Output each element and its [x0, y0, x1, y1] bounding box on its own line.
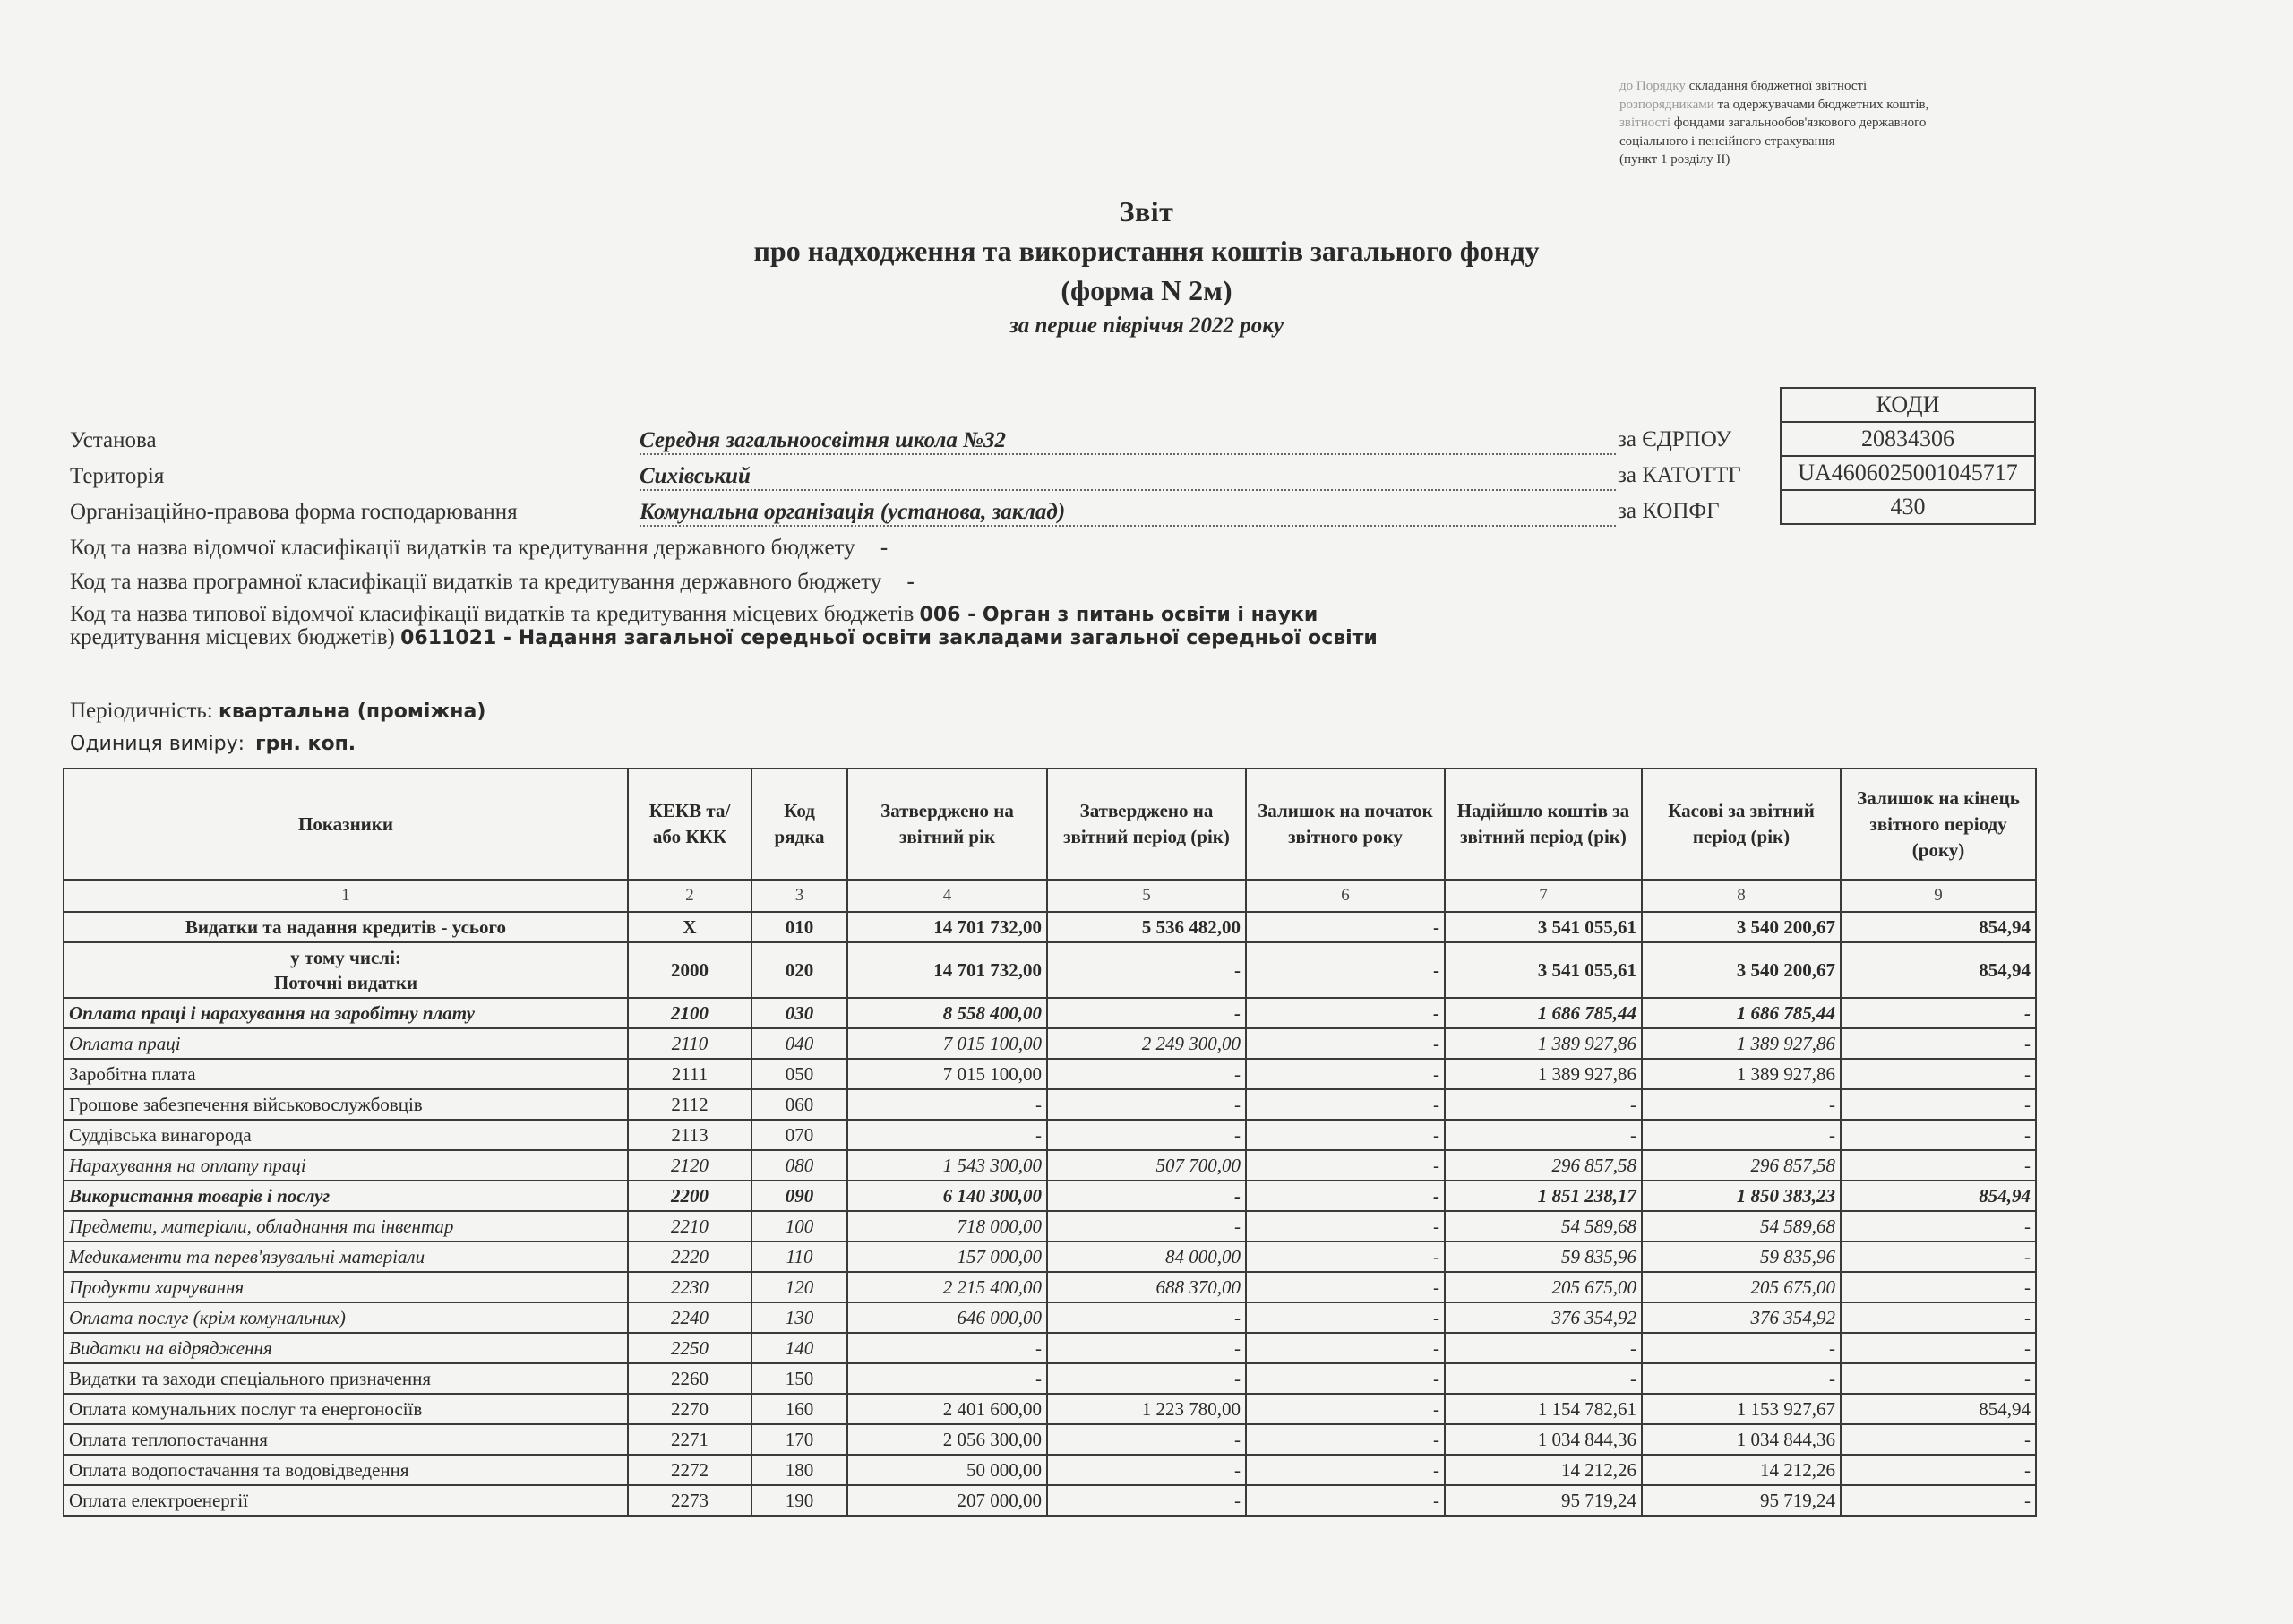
row-kekv: 2271: [628, 1424, 751, 1455]
row-balance-end: 854,94: [1841, 942, 2036, 998]
territory-label: Територія: [70, 464, 165, 488]
col-header-received: Надійшло коштів за звітний період (рік): [1445, 769, 1642, 880]
row-balance-end: -: [1841, 1089, 2036, 1120]
row-received: 1 389 927,86: [1445, 1028, 1642, 1059]
prog-class-text: Код та назва програмної класифікації видатків та кредитування державного бюджету: [70, 570, 882, 594]
row-approved-period: -: [1047, 1333, 1246, 1363]
row-received: 1 154 782,61: [1445, 1394, 1642, 1424]
table-row: [64, 1333, 2036, 1363]
col-header-cash: Касові за звітний період (рік): [1642, 769, 1841, 880]
row-indicator-name: [64, 942, 628, 998]
edrpou-code: 20834306: [1781, 422, 2035, 456]
column-number: 4: [847, 880, 1047, 912]
row-received: 14 212,26: [1445, 1455, 1642, 1485]
row-balance-end: -: [1841, 1059, 2036, 1089]
row-balance-start: -: [1246, 1394, 1445, 1424]
row-indicator-name: Використання товарів і послуг: [64, 1181, 628, 1211]
row-code: 140: [751, 1333, 847, 1363]
row-approved-period: -: [1047, 1059, 1246, 1089]
row-indicator-title: Поточні видатки: [273, 972, 418, 993]
table-row: [64, 1211, 2036, 1242]
row-code: 150: [751, 1363, 847, 1394]
row-kekv: 2260: [628, 1363, 751, 1394]
appendix-note-line: розпорядниками та одержувачами бюджетних коштів,: [1619, 97, 1929, 112]
typ-class-label: [70, 602, 1318, 627]
institution-value: Середня загальноосвітня школа №32: [640, 428, 1616, 455]
row-kekv: 2111: [628, 1059, 751, 1089]
report-subtitle: про надходження та використання коштів загального фонду: [753, 235, 1540, 267]
row-kekv: 2100: [628, 998, 751, 1028]
unit-value: грн. коп.: [255, 733, 356, 755]
dept-class-value: -: [880, 536, 889, 560]
row-balance-end: -: [1841, 1150, 2036, 1181]
row-balance-end: -: [1841, 1120, 2036, 1150]
row-approved-year: 2 215 400,00: [847, 1272, 1047, 1302]
row-kekv: X: [628, 912, 751, 942]
col-header-kekv: КЕКВ та/або ККК: [628, 769, 751, 880]
table-row: [64, 942, 2036, 998]
row-kekv: 2110: [628, 1028, 751, 1059]
row-approved-period: 1 223 780,00: [1047, 1394, 1246, 1424]
appendix-note-line: звітності фондами загальнообов'язкового державного: [1619, 116, 1927, 130]
row-approved-period: -: [1047, 1363, 1246, 1394]
row-cash: -: [1642, 1120, 1841, 1150]
row-balance-start: -: [1246, 1211, 1445, 1242]
col-header-approved-year: Затверджено на звітний рік: [847, 769, 1047, 880]
appendix-note-line: до Порядку складання бюджетної звітності: [1619, 79, 1868, 93]
row-approved-period: -: [1047, 942, 1246, 998]
row-approved-period: -: [1047, 1181, 1246, 1211]
row-balance-start: -: [1246, 1455, 1445, 1485]
table-row: [64, 912, 2036, 942]
row-balance-end: 854,94: [1841, 1181, 2036, 1211]
typ-class-value: 006 - Орган з питань освіти і науки: [919, 604, 1318, 626]
row-approved-year: -: [847, 1363, 1047, 1394]
table-row: [64, 1363, 2036, 1394]
dept-class-label: [70, 536, 888, 561]
column-number: 3: [751, 880, 847, 912]
row-indicator-name: Заробітна плата: [64, 1059, 628, 1089]
row-balance-end: 854,94: [1841, 912, 2036, 942]
row-indicator-name: Видатки та заходи спеціального призначення: [64, 1363, 628, 1394]
col-header-row-code: Код рядка: [751, 769, 847, 880]
row-approved-year: 14 701 732,00: [847, 912, 1047, 942]
row-code: 180: [751, 1455, 847, 1485]
row-code: 120: [751, 1272, 847, 1302]
row-cash: 3 540 200,67: [1642, 912, 1841, 942]
row-balance-start: -: [1246, 1242, 1445, 1272]
territory-value: Сихівський: [640, 464, 1616, 491]
periodicity-text: Періодичність:: [70, 699, 213, 723]
row-received: 54 589,68: [1445, 1211, 1642, 1242]
form-number: (форма N 2м): [1061, 274, 1232, 306]
column-number: 5: [1047, 880, 1246, 912]
row-indicator-name: Оплата водопостачання та водовідведення: [64, 1455, 628, 1485]
table-row: [64, 1150, 2036, 1181]
row-balance-end: -: [1841, 1363, 2036, 1394]
row-received: -: [1445, 1089, 1642, 1120]
table-row: [64, 1059, 2036, 1089]
row-approved-period: -: [1047, 1120, 1246, 1150]
codes-header: КОДИ: [1781, 388, 2035, 422]
report-table: [63, 768, 2037, 1517]
row-code: 190: [751, 1485, 847, 1516]
row-cash: 95 719,24: [1642, 1485, 1841, 1516]
row-approved-period: -: [1047, 1424, 1246, 1455]
column-number: 9: [1841, 880, 2036, 912]
row-balance-end: -: [1841, 1455, 2036, 1485]
table-row: [64, 1028, 2036, 1059]
row-cash: 1 389 927,86: [1642, 1028, 1841, 1059]
row-indicator-name: Оплата праці: [64, 1028, 628, 1059]
row-cash: -: [1642, 1363, 1841, 1394]
katottg-label: за КАТОТТГ: [1618, 463, 1741, 487]
row-code: 010: [751, 912, 847, 942]
row-balance-start: -: [1246, 1028, 1445, 1059]
row-approved-year: 2 056 300,00: [847, 1424, 1047, 1455]
row-indicator-name: Видатки та надання кредитів - усього: [64, 912, 628, 942]
row-balance-start: -: [1246, 1302, 1445, 1333]
row-indicator-name: Предмети, матеріали, обладнання та інвентар: [64, 1211, 628, 1242]
row-cash: 54 589,68: [1642, 1211, 1841, 1242]
row-received: 1 851 238,17: [1445, 1181, 1642, 1211]
row-kekv: 2200: [628, 1181, 751, 1211]
row-approved-year: -: [847, 1089, 1047, 1120]
row-code: 110: [751, 1242, 847, 1272]
table-row: [64, 1181, 2036, 1211]
row-indicator-name: Грошове забезпечення військовослужбовців: [64, 1089, 628, 1120]
codes-table: [1780, 387, 2036, 525]
row-approved-period: -: [1047, 1302, 1246, 1333]
row-balance-start: -: [1246, 912, 1445, 942]
org-form-value: Комунальна організація (установа, заклад): [640, 500, 1616, 527]
institution-label: Установа: [70, 428, 157, 452]
typ-class-text: Код та назва типової відомчої класифікації видатків та кредитування місцевих бюджетів: [70, 602, 915, 626]
table-row: [64, 1455, 2036, 1485]
row-kekv: 2273: [628, 1485, 751, 1516]
row-kekv: 2000: [628, 942, 751, 998]
row-cash: 3 540 200,67: [1642, 942, 1841, 998]
typ-prog-value: 0611021 - Надання загальної середньої освіти закладами загальної середньої освіти: [400, 627, 1378, 649]
row-balance-start: -: [1246, 998, 1445, 1028]
row-approved-period: 5 536 482,00: [1047, 912, 1246, 942]
row-cash: -: [1642, 1333, 1841, 1363]
appendix-note-line: соціального і пенсійного страхування: [1619, 133, 1835, 149]
row-code: 160: [751, 1394, 847, 1424]
column-number: 7: [1445, 880, 1642, 912]
row-received: 95 719,24: [1445, 1485, 1642, 1516]
row-cash: 1 686 785,44: [1642, 998, 1841, 1028]
report-period: за перше півріччя 2022 року: [1009, 314, 1284, 338]
row-code: 100: [751, 1211, 847, 1242]
row-balance-start: -: [1246, 1120, 1445, 1150]
row-approved-period: 2 249 300,00: [1047, 1028, 1246, 1059]
row-kekv: 2250: [628, 1333, 751, 1363]
row-approved-year: 646 000,00: [847, 1302, 1047, 1333]
table-row: [64, 1089, 2036, 1120]
column-number: 6: [1246, 880, 1445, 912]
row-cash: 296 857,58: [1642, 1150, 1841, 1181]
row-approved-year: 2 401 600,00: [847, 1394, 1047, 1424]
row-balance-start: -: [1246, 1059, 1445, 1089]
row-approved-period: 507 700,00: [1047, 1150, 1246, 1181]
row-received: -: [1445, 1333, 1642, 1363]
kopfg-label: за КОПФГ: [1618, 499, 1720, 523]
row-code: 130: [751, 1302, 847, 1333]
edrpou-label: за ЄДРПОУ: [1618, 427, 1732, 451]
row-approved-year: 8 558 400,00: [847, 998, 1047, 1028]
row-kekv: 2240: [628, 1302, 751, 1333]
row-approved-year: 6 140 300,00: [847, 1181, 1047, 1211]
row-code: 020: [751, 942, 847, 998]
row-balance-end: -: [1841, 1028, 2036, 1059]
periodicity-label: [70, 699, 485, 724]
row-balance-start: -: [1246, 942, 1445, 998]
row-balance-start: -: [1246, 1363, 1445, 1394]
column-number: 2: [628, 880, 751, 912]
row-received: -: [1445, 1363, 1642, 1394]
row-kekv: 2120: [628, 1150, 751, 1181]
row-code: 050: [751, 1059, 847, 1089]
row-balance-start: -: [1246, 1333, 1445, 1363]
row-balance-start: -: [1246, 1272, 1445, 1302]
row-code: 170: [751, 1424, 847, 1455]
row-cash: 205 675,00: [1642, 1272, 1841, 1302]
unit-text: Одиниця виміру:: [70, 733, 245, 755]
row-approved-period: -: [1047, 998, 1246, 1028]
prog-class-value: -: [906, 570, 915, 594]
col-header-balance-end: Залишок на кінець звітного періоду (року): [1841, 769, 2036, 880]
row-kekv: 2112: [628, 1089, 751, 1120]
table-row: [64, 1120, 2036, 1150]
row-received: 205 675,00: [1445, 1272, 1642, 1302]
row-approved-year: 157 000,00: [847, 1242, 1047, 1272]
row-cash: 1 850 383,23: [1642, 1181, 1841, 1211]
row-balance-start: -: [1246, 1424, 1445, 1455]
row-approved-year: 207 000,00: [847, 1485, 1047, 1516]
row-cash: 59 835,96: [1642, 1242, 1841, 1272]
row-cash: 1 153 927,67: [1642, 1394, 1841, 1424]
org-form-label: Організаційно-правова форма господарювання: [70, 500, 518, 524]
kopfg-code: 430: [1781, 490, 2035, 524]
row-approved-period: 688 370,00: [1047, 1272, 1246, 1302]
row-kekv: 2210: [628, 1211, 751, 1242]
row-indicator-name: Нарахування на оплату праці: [64, 1150, 628, 1181]
row-approved-year: 1 543 300,00: [847, 1150, 1047, 1181]
row-indicator-name: Видатки на відрядження: [64, 1333, 628, 1363]
row-received: 3 541 055,61: [1445, 912, 1642, 942]
table-row: [64, 1242, 2036, 1272]
table-row: [64, 1394, 2036, 1424]
row-indicator-name: Суддівська винагорода: [64, 1120, 628, 1150]
unit-label: [70, 733, 356, 755]
appendix-note: [1619, 77, 2031, 169]
row-received: 1 389 927,86: [1445, 1059, 1642, 1089]
row-indicator-name: Продукти харчування: [64, 1272, 628, 1302]
row-indicator-name: Оплата комунальних послуг та енергоносіїв: [64, 1394, 628, 1424]
table-row: [64, 1302, 2036, 1333]
row-code: 090: [751, 1181, 847, 1211]
row-indicator-subtitle: у тому числі:: [290, 947, 401, 968]
row-received: 376 354,92: [1445, 1302, 1642, 1333]
row-approved-year: -: [847, 1120, 1047, 1150]
table-row: [64, 1272, 2036, 1302]
table-row: [64, 998, 2036, 1028]
row-approved-year: 14 701 732,00: [847, 942, 1047, 998]
row-code: 080: [751, 1150, 847, 1181]
periodicity-value: квартальна (проміжна): [219, 700, 486, 723]
row-balance-start: -: [1246, 1181, 1445, 1211]
row-kekv: 2220: [628, 1242, 751, 1272]
row-balance-start: -: [1246, 1150, 1445, 1181]
column-number: 8: [1642, 880, 1841, 912]
row-balance-end: -: [1841, 1302, 2036, 1333]
row-approved-year: 50 000,00: [847, 1455, 1047, 1485]
dept-class-text: Код та назва відомчої класифікації видатків та кредитування державного бюджету: [70, 536, 855, 560]
row-approved-period: -: [1047, 1089, 1246, 1120]
row-approved-period: -: [1047, 1455, 1246, 1485]
row-kekv: 2230: [628, 1272, 751, 1302]
row-approved-period: -: [1047, 1485, 1246, 1516]
table-header-row: [64, 769, 2036, 880]
row-balance-end: 854,94: [1841, 1394, 2036, 1424]
row-balance-start: -: [1246, 1089, 1445, 1120]
row-received: 296 857,58: [1445, 1150, 1642, 1181]
row-received: -: [1445, 1120, 1642, 1150]
col-header-balance-start: Залишок на початок звітного року: [1246, 769, 1445, 880]
report-title: Звіт: [1119, 195, 1174, 228]
row-approved-year: 7 015 100,00: [847, 1028, 1047, 1059]
row-balance-start: -: [1246, 1485, 1445, 1516]
row-approved-year: 7 015 100,00: [847, 1059, 1047, 1089]
table-row: [64, 1485, 2036, 1516]
col-header-indicators: Показники: [64, 769, 628, 880]
row-kekv: 2270: [628, 1394, 751, 1424]
row-balance-end: -: [1841, 1211, 2036, 1242]
row-code: 070: [751, 1120, 847, 1150]
table-row: [64, 1424, 2036, 1455]
row-approved-year: -: [847, 1333, 1047, 1363]
row-indicator-name: Медикаменти та перев'язувальні матеріали: [64, 1242, 628, 1272]
katottg-code: UA4606025001045717: [1781, 456, 2035, 490]
row-indicator-name: Оплата послуг (крім комунальних): [64, 1302, 628, 1333]
row-balance-end: -: [1841, 1242, 2036, 1272]
row-cash: -: [1642, 1089, 1841, 1120]
column-numbers-row: [64, 880, 2036, 912]
appendix-note-line: (пункт 1 розділу II): [1619, 152, 1730, 167]
row-balance-end: -: [1841, 1424, 2036, 1455]
row-code: 060: [751, 1089, 847, 1120]
column-number: 1: [64, 880, 628, 912]
typ-prog-label: [70, 625, 1378, 650]
row-cash: 1 389 927,86: [1642, 1059, 1841, 1089]
row-received: 59 835,96: [1445, 1242, 1642, 1272]
row-received: 1 034 844,36: [1445, 1424, 1642, 1455]
row-balance-end: -: [1841, 1485, 2036, 1516]
row-balance-end: -: [1841, 998, 2036, 1028]
prog-class-label: [70, 570, 915, 595]
row-indicator-name: Оплата праці і нарахування на заробітну плату: [64, 998, 628, 1028]
row-cash: 14 212,26: [1642, 1455, 1841, 1485]
row-code: 040: [751, 1028, 847, 1059]
row-approved-period: -: [1047, 1211, 1246, 1242]
row-indicator-name: Оплата теплопостачання: [64, 1424, 628, 1455]
row-cash: 376 354,92: [1642, 1302, 1841, 1333]
row-indicator-name: Оплата електроенергії: [64, 1485, 628, 1516]
row-cash: 1 034 844,36: [1642, 1424, 1841, 1455]
row-kekv: 2272: [628, 1455, 751, 1485]
row-balance-end: -: [1841, 1333, 2036, 1363]
typ-prog-text: кредитування місцевих бюджетів): [70, 625, 395, 649]
row-balance-end: -: [1841, 1272, 2036, 1302]
row-received: 1 686 785,44: [1445, 998, 1642, 1028]
row-approved-year: 718 000,00: [847, 1211, 1047, 1242]
row-received: 3 541 055,61: [1445, 942, 1642, 998]
row-code: 030: [751, 998, 847, 1028]
row-kekv: 2113: [628, 1120, 751, 1150]
row-approved-period: 84 000,00: [1047, 1242, 1246, 1272]
col-header-approved-period: Затверджено на звітний період (рік): [1047, 769, 1246, 880]
